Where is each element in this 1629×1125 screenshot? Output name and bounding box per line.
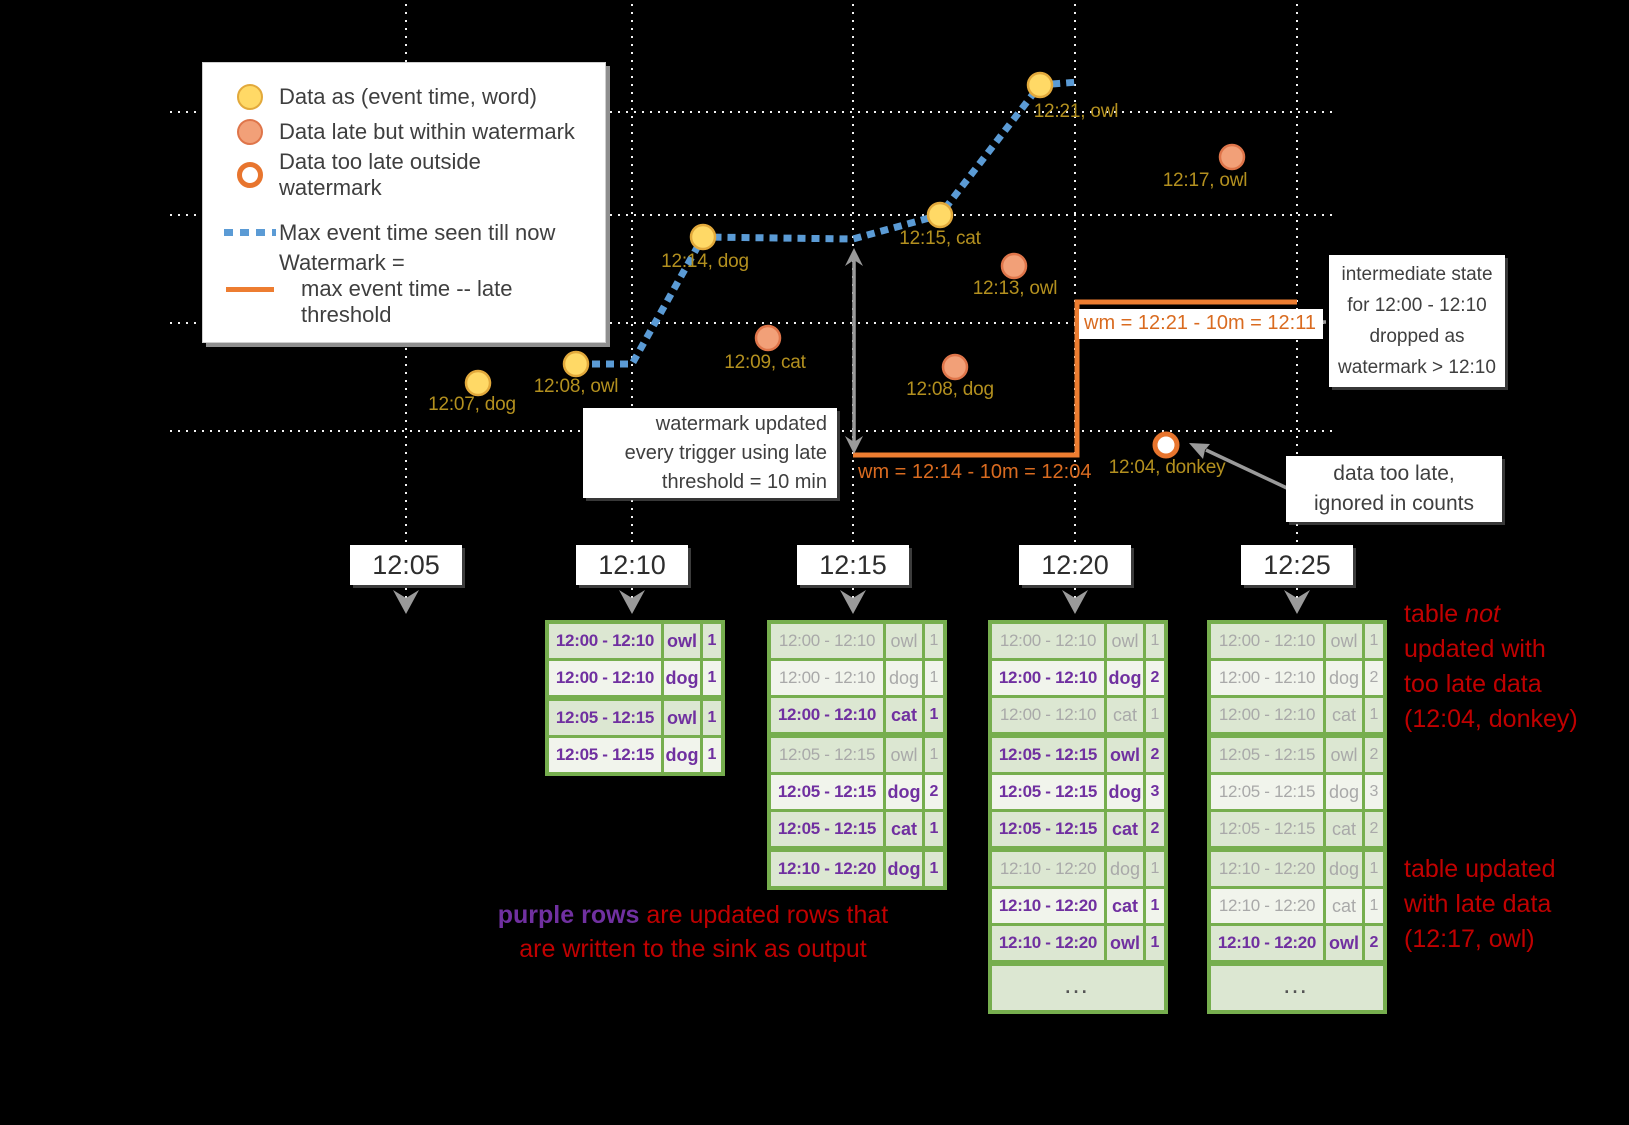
word-cell: cat xyxy=(1107,812,1143,846)
window-cell: 12:10 - 12:20 xyxy=(1211,852,1323,886)
word-cell: owl xyxy=(1326,926,1362,960)
legend-label: Data as (event time, word) xyxy=(279,83,537,109)
table-row xyxy=(549,701,721,735)
legend-item-watermark xyxy=(221,250,587,328)
annotation-line: watermark updated xyxy=(655,412,827,435)
window-cell: 12:05 - 12:15 xyxy=(771,775,883,809)
annotation-watermark-trigger xyxy=(583,408,837,498)
down-arrow-icon xyxy=(1062,590,1088,614)
down-arrow-icon xyxy=(619,590,645,614)
word-cell: owl xyxy=(664,624,700,658)
data-point-late xyxy=(1002,254,1026,278)
data-point-label: 12:15, cat xyxy=(899,228,981,249)
table-row xyxy=(1211,775,1383,809)
note-line: purple rows are updated rows that xyxy=(497,901,889,929)
data-point-label: 12:07, dog xyxy=(428,394,516,415)
word-cell: dog xyxy=(1107,852,1143,886)
count-cell: 1 xyxy=(1146,624,1164,658)
table-row xyxy=(992,852,1164,886)
window-cell: 12:10 - 12:20 xyxy=(1211,926,1323,960)
table-row xyxy=(771,812,943,846)
window-cell: 12:10 - 12:20 xyxy=(992,889,1104,923)
table-row xyxy=(1211,624,1383,658)
word-cell: dog xyxy=(664,738,700,772)
legend-item-ontime xyxy=(221,79,587,114)
table-row xyxy=(549,738,721,772)
count-cell: 1 xyxy=(1365,889,1383,923)
word-cell: cat xyxy=(1107,698,1143,732)
annotation-too-late-ignored xyxy=(1286,456,1502,522)
note-purple-rows xyxy=(473,898,913,966)
window-cell: 12:00 - 12:10 xyxy=(992,698,1104,732)
window-cell: 12:00 - 12:10 xyxy=(1211,661,1323,695)
word-cell: cat xyxy=(1326,698,1362,732)
window-cell: 12:10 - 12:20 xyxy=(1211,889,1323,923)
axis-tick-label: 12:25 xyxy=(1241,545,1353,585)
note-line: updated with xyxy=(1404,635,1546,663)
word-cell: dog xyxy=(1326,661,1362,695)
count-cell: 1 xyxy=(1365,852,1383,886)
word-cell: owl xyxy=(1326,738,1362,772)
table-row xyxy=(1211,889,1383,923)
table-row xyxy=(992,738,1164,772)
watermark-formula-1: wm = 12:14 - 10m = 12:04 xyxy=(858,461,1092,483)
table-row xyxy=(1211,966,1383,1010)
window-cell: 12:00 - 12:10 xyxy=(549,661,661,695)
window-cell: 12:10 - 12:20 xyxy=(992,926,1104,960)
data-point-too_late xyxy=(1155,434,1177,456)
count-cell: 2 xyxy=(1146,738,1164,772)
legend-item-late xyxy=(221,114,587,149)
data-point-late xyxy=(943,355,967,379)
table-row xyxy=(771,852,943,886)
too-late-dot-icon xyxy=(237,162,263,188)
word-cell: dog xyxy=(1107,661,1143,695)
legend-item-max-event-time xyxy=(221,215,587,250)
count-cell: 1 xyxy=(1146,926,1164,960)
count-cell: 1 xyxy=(925,661,943,695)
watermark-formula-2: wm = 12:21 - 10m = 12:11 xyxy=(1079,309,1323,339)
note-line: with late data xyxy=(1404,890,1552,918)
data-point-label: 12:09, cat xyxy=(724,352,806,373)
table-row xyxy=(992,775,1164,809)
data-point-late xyxy=(1220,145,1244,169)
table-row xyxy=(992,624,1164,658)
note-table-updated-late xyxy=(1404,852,1556,957)
solid-line-icon xyxy=(226,287,274,292)
data-point-late xyxy=(756,326,780,350)
annotation-line: threshold = 10 min xyxy=(661,470,827,493)
note-line: too late data xyxy=(1404,670,1542,698)
word-cell: owl xyxy=(886,624,922,658)
note-line: (12:17, owl) xyxy=(1404,925,1535,953)
count-cell: 2 xyxy=(1365,738,1383,772)
window-cell: 12:05 - 12:15 xyxy=(549,701,661,735)
table-row xyxy=(1211,926,1383,960)
legend-label: Watermark = xyxy=(279,250,405,275)
count-cell: 1 xyxy=(703,624,721,658)
data-point-label: 12:14, dog xyxy=(661,251,749,272)
table-row xyxy=(771,624,943,658)
data-point-label: 12:21, owl xyxy=(1033,101,1119,122)
word-cell: owl xyxy=(1107,738,1143,772)
data-point-ontime xyxy=(466,371,490,395)
legend-label: Max event time seen till now xyxy=(279,219,556,245)
down-arrow-icon xyxy=(1284,590,1310,614)
annotation-line: intermediate state xyxy=(1341,264,1493,285)
table-row xyxy=(771,775,943,809)
note-table-not-updated xyxy=(1404,597,1578,737)
count-cell: 1 xyxy=(925,852,943,886)
word-cell: dog xyxy=(886,661,922,695)
count-cell: 2 xyxy=(1365,926,1383,960)
count-cell: 1 xyxy=(703,701,721,735)
table-row xyxy=(992,966,1164,1010)
count-cell: 2 xyxy=(1146,812,1164,846)
table-row xyxy=(992,889,1164,923)
note-line: table not xyxy=(1404,600,1500,628)
axis-tick-label: 12:20 xyxy=(1019,545,1131,585)
window-cell: 12:05 - 12:15 xyxy=(1211,738,1323,772)
table-row xyxy=(992,661,1164,695)
ontime-dot-icon xyxy=(237,84,263,110)
table-row xyxy=(992,926,1164,960)
table-row xyxy=(1211,661,1383,695)
count-cell: 1 xyxy=(1365,624,1383,658)
table-row xyxy=(992,812,1164,846)
table-row xyxy=(549,661,721,695)
data-point-label: 12:13, owl xyxy=(972,278,1058,299)
axis-tick-label: 12:05 xyxy=(350,545,462,585)
window-cell: 12:05 - 12:15 xyxy=(1211,812,1323,846)
count-cell: 3 xyxy=(1365,775,1383,809)
window-cell: 12:00 - 12:10 xyxy=(549,624,661,658)
result-table xyxy=(988,620,1168,1014)
count-cell: 1 xyxy=(703,661,721,695)
count-cell: 3 xyxy=(1146,775,1164,809)
window-cell: 12:05 - 12:15 xyxy=(992,775,1104,809)
count-cell: 1 xyxy=(925,812,943,846)
data-point-label: 12:08, owl xyxy=(533,376,619,397)
annotation-line: data too late, xyxy=(1333,462,1455,485)
count-cell: 1 xyxy=(1146,698,1164,732)
count-cell: 2 xyxy=(1365,661,1383,695)
word-cell: cat xyxy=(1107,889,1143,923)
legend-label: Data late but within watermark xyxy=(279,118,575,144)
window-cell: 12:10 - 12:20 xyxy=(771,852,883,886)
word-cell: dog xyxy=(886,852,922,886)
word-cell: cat xyxy=(886,812,922,846)
table-row xyxy=(771,738,943,772)
word-cell: owl xyxy=(1107,926,1143,960)
data-point-ontime xyxy=(1028,73,1052,97)
word-cell: owl xyxy=(886,738,922,772)
count-cell: 1 xyxy=(925,698,943,732)
note-line: (12:04, donkey) xyxy=(1404,705,1578,733)
count-cell: 2 xyxy=(925,775,943,809)
down-arrow-icon xyxy=(393,590,419,614)
annotation-line: for 12:00 - 12:10 xyxy=(1347,295,1487,316)
axis-tick-label: 12:10 xyxy=(576,545,688,585)
annotation-state-dropped xyxy=(1329,255,1505,387)
data-point-label: 12:04, donkey xyxy=(1108,457,1226,478)
word-cell: cat xyxy=(1326,889,1362,923)
window-cell: 12:05 - 12:15 xyxy=(771,812,883,846)
axis-tick-label: 12:15 xyxy=(797,545,909,585)
word-cell: dog xyxy=(664,661,700,695)
window-cell: 12:00 - 12:10 xyxy=(771,698,883,732)
count-cell: 2 xyxy=(1146,661,1164,695)
data-point-ontime xyxy=(691,225,715,249)
count-cell: 1 xyxy=(703,738,721,772)
note-line: are written to the sink as output xyxy=(519,935,867,963)
legend xyxy=(202,62,606,343)
window-cell: 12:05 - 12:15 xyxy=(1211,775,1323,809)
window-cell: 12:00 - 12:10 xyxy=(992,661,1104,695)
word-cell: owl xyxy=(1326,624,1362,658)
table-row xyxy=(771,698,943,732)
max-event-time-line xyxy=(578,82,1078,364)
legend-label: Data too late outside watermark xyxy=(279,149,481,200)
ellipsis-cell: … xyxy=(992,966,1164,1010)
annotation-line: every trigger using late xyxy=(624,441,827,464)
word-cell: owl xyxy=(1107,624,1143,658)
table-row xyxy=(1211,852,1383,886)
table-row xyxy=(1211,698,1383,732)
table-row xyxy=(771,661,943,695)
table-row xyxy=(549,624,721,658)
ellipsis-cell: … xyxy=(1211,966,1383,1010)
result-table xyxy=(1207,620,1387,1014)
table-row xyxy=(992,698,1164,732)
dotted-line-icon xyxy=(224,229,276,236)
word-cell: dog xyxy=(1326,852,1362,886)
data-point-label: 12:17, owl xyxy=(1162,170,1248,191)
legend-label-line2: max event time -- late threshold xyxy=(301,276,513,327)
table-row xyxy=(1211,738,1383,772)
window-cell: 12:00 - 12:10 xyxy=(771,624,883,658)
annotation-line: ignored in counts xyxy=(1314,492,1474,515)
window-cell: 12:00 - 12:10 xyxy=(1211,698,1323,732)
count-cell: 1 xyxy=(925,624,943,658)
data-point-ontime xyxy=(564,352,588,376)
annotation-line: dropped as xyxy=(1369,326,1465,347)
word-cell: dog xyxy=(1326,775,1362,809)
window-cell: 12:05 - 12:15 xyxy=(549,738,661,772)
note-line: table updated xyxy=(1404,855,1556,883)
count-cell: 1 xyxy=(1365,698,1383,732)
data-point-ontime xyxy=(928,203,952,227)
window-cell: 12:00 - 12:10 xyxy=(992,624,1104,658)
window-cell: 12:05 - 12:15 xyxy=(771,738,883,772)
data-point-label: 12:08, dog xyxy=(906,379,994,400)
count-cell: 2 xyxy=(1365,812,1383,846)
count-cell: 1 xyxy=(925,738,943,772)
window-cell: 12:05 - 12:15 xyxy=(992,812,1104,846)
annotation-line: watermark > 12:10 xyxy=(1338,357,1496,378)
result-table xyxy=(767,620,947,890)
count-cell: 1 xyxy=(1146,889,1164,923)
window-cell: 12:00 - 12:10 xyxy=(771,661,883,695)
word-cell: cat xyxy=(1326,812,1362,846)
word-cell: dog xyxy=(886,775,922,809)
down-arrow-icon xyxy=(840,590,866,614)
word-cell: cat xyxy=(886,698,922,732)
count-cell: 1 xyxy=(1146,852,1164,886)
word-cell: owl xyxy=(664,701,700,735)
window-cell: 12:10 - 12:20 xyxy=(992,852,1104,886)
result-table xyxy=(545,620,725,776)
legend-item-too-late xyxy=(221,149,587,201)
word-cell: dog xyxy=(1107,775,1143,809)
window-cell: 12:00 - 12:10 xyxy=(1211,624,1323,658)
table-row xyxy=(1211,812,1383,846)
window-cell: 12:05 - 12:15 xyxy=(992,738,1104,772)
late-dot-icon xyxy=(237,119,263,145)
